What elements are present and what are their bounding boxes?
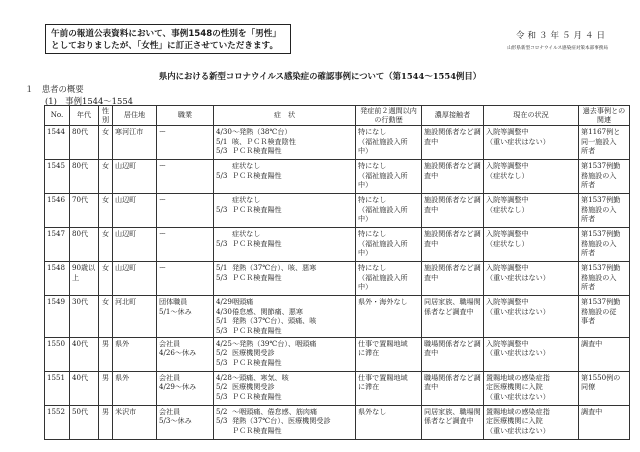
relation-line: 所者 [581, 282, 596, 292]
case-number-cell: 1552 [45, 405, 70, 439]
contacts-line: 施設関係者など調査中 [424, 229, 481, 248]
residence-cell: 米沢市 [113, 405, 157, 439]
status-line: 入院等調整中 [486, 161, 529, 171]
related-cases-cell [579, 262, 630, 296]
case-number-cell: 1544 [45, 126, 70, 160]
symptom-text: 発熱（37℃台）、咳、悪寒 [232, 263, 317, 273]
document-title: 県内における新型コロナウイルス感染症の確認事例について（第1544～1554例目） [158, 71, 482, 81]
symptom-text: 咳、ＰＣＲ検査陰性 [232, 136, 296, 146]
age-cell: 50代 [70, 405, 99, 439]
case-number-cell: 1546 [45, 194, 70, 228]
symptom-text: ＰＣＲ検査陽性 [232, 357, 282, 367]
symptom-line [216, 392, 353, 402]
symptom-line [216, 416, 353, 426]
history-line: （福祉施設入所 [358, 204, 408, 214]
occupation-line: ー [159, 161, 167, 171]
column-header-occupation: 職業 [157, 106, 214, 126]
symptom-date: 5/2 [216, 406, 228, 416]
relation-line: 調査中 [581, 406, 603, 416]
symptom-line [216, 339, 353, 349]
symptoms-cell [214, 228, 356, 262]
history-line: 中） [358, 214, 373, 224]
history-cell [356, 296, 422, 337]
symptom-line [216, 316, 353, 326]
symptom-text: 発熱（37℃台）、医療機関受診 [232, 416, 331, 426]
history-cell [356, 126, 422, 160]
column-header-no: No. [45, 106, 70, 126]
occupation-cell [157, 194, 214, 228]
column-header-symptoms: 症 状 [214, 106, 356, 126]
age-cell: 80代 [70, 160, 99, 194]
status-line: 定医療機関に入院 [486, 382, 543, 392]
table-row [45, 160, 630, 194]
history-line: （福祉施設入所 [358, 170, 408, 180]
close-contacts-cell [422, 371, 484, 405]
related-cases-cell [579, 405, 630, 439]
status-line: 置賜地域の感染症指 [486, 372, 550, 382]
history-line: 特になし [358, 195, 387, 205]
column-header-sex: 性別 [99, 106, 113, 126]
symptom-text: 医療機関受診 [232, 382, 275, 392]
occupation-line: 会社員 [159, 372, 181, 382]
issue-date: 令和３年５月４日 [515, 31, 608, 41]
symptoms-cell [214, 405, 356, 439]
symptom-line [216, 239, 353, 249]
symptom-text: ＰＣＲ検査陽性 [232, 238, 282, 248]
symptoms-cell [214, 194, 356, 228]
symptom-date: 5/3 [216, 204, 228, 214]
symptom-line [216, 205, 353, 215]
symptom-line [216, 171, 353, 181]
symptom-date: 5/3 [216, 146, 228, 156]
history-line: 特になし [358, 127, 387, 137]
symptoms-cell [214, 160, 356, 194]
contacts-line: 同居家族、職場関係者など調査中 [424, 406, 481, 426]
symptom-text: ＰＣＲ検査陽性 [232, 325, 282, 335]
related-cases-cell [579, 371, 630, 405]
symptom-text: ～発熱（38℃台） [232, 127, 292, 137]
contacts-line: 職場関係者など調査中 [424, 372, 481, 392]
current-status-cell [484, 228, 579, 262]
history-cell [356, 194, 422, 228]
residence-cell: 山辺町 [113, 160, 157, 194]
case-number-cell: 1548 [45, 262, 70, 296]
occupation-cell [157, 126, 214, 160]
status-line: （症状なし） [486, 238, 529, 248]
symptom-line [216, 373, 353, 383]
history-cell [356, 228, 422, 262]
residence-cell: 山辺町 [113, 262, 157, 296]
history-line: 特になし [358, 161, 387, 171]
column-header-current-status: 現在の状況 [484, 106, 579, 126]
relation-line: 所者 [581, 146, 596, 156]
symptom-text: ～咽頭痛、倦怠感、筋肉痛 [232, 406, 318, 416]
column-header-age: 年代 [70, 106, 99, 126]
relation-line: 第1167例と [581, 127, 621, 137]
residence-cell: 河北町 [113, 296, 157, 337]
symptom-text: 倦怠感、関節痛、悪寒 [232, 306, 303, 316]
symptom-text: 発熱（37℃台）、頭痛、咳 [232, 316, 317, 326]
occupation-line: 5/3～休み [159, 416, 192, 426]
symptom-date: 5/1 [216, 263, 228, 273]
history-line: 県外・海外なし [358, 297, 408, 307]
table-row [45, 371, 630, 405]
column-header-close-contacts: 濃厚接触者 [422, 106, 484, 126]
section-heading: １ 患者の概要 [25, 84, 84, 94]
status-line: 入院等調整中 [486, 263, 529, 273]
symptom-line [216, 358, 353, 368]
age-cell: 90歳以上 [70, 262, 99, 296]
symptom-text: ～頭痛、寒気、咳 [232, 372, 289, 382]
close-contacts-cell [422, 405, 484, 439]
status-line: （重い症状はない） [486, 306, 550, 316]
symptom-date: 4/29 [216, 297, 232, 307]
sex-cell: 男 [99, 337, 113, 371]
symptom-date: 4/28 [216, 372, 232, 382]
status-line: （重い症状はない） [486, 348, 550, 358]
relation-line: 第1537例勤 [581, 195, 621, 205]
symptom-line [216, 127, 353, 137]
current-status-cell [484, 160, 579, 194]
sex-cell: 女 [99, 194, 113, 228]
status-line: 定医療機関に入院 [486, 416, 543, 426]
age-cell: 40代 [70, 337, 99, 371]
symptom-date: 5/3 [216, 357, 228, 367]
related-cases-cell [579, 337, 630, 371]
symptom-date: 5/2 [216, 382, 228, 392]
sex-cell: 女 [99, 262, 113, 296]
contacts-line: 施設関係者など調査中 [424, 195, 481, 214]
status-line: 入院等調整中 [486, 195, 529, 205]
close-contacts-cell [422, 262, 484, 296]
occupation-line: 5/1～休み [159, 306, 192, 316]
occupation-cell [157, 160, 214, 194]
age-cell: 70代 [70, 194, 99, 228]
status-line: （症状なし） [486, 170, 529, 180]
relation-line: 第1537例勤 [581, 161, 621, 171]
sex-cell: 男 [99, 405, 113, 439]
relation-line: 所者 [581, 180, 596, 190]
issuing-organization: 山形県新型コロナウイルス感染症対策本部事務局 [507, 46, 608, 51]
history-line: 中） [358, 180, 373, 190]
symptom-date: 5/3 [216, 391, 228, 401]
symptoms-cell [214, 126, 356, 160]
history-line: 中） [358, 282, 373, 292]
residence-cell: 寒河江市 [113, 126, 157, 160]
correction-notice-line-2: としておりましたが、「女性」に訂正させていただきます。 [51, 41, 279, 51]
status-line: （重い症状はない） [486, 425, 550, 435]
occupation-cell [157, 337, 214, 371]
age-cell: 80代 [70, 228, 99, 262]
residence-cell: 県外 [113, 371, 157, 405]
history-cell [356, 405, 422, 439]
table-row [45, 194, 630, 228]
history-cell [356, 160, 422, 194]
age-cell: 80代 [70, 126, 99, 160]
case-number-cell: 1549 [45, 296, 70, 337]
status-line: 入院等調整中 [486, 338, 529, 348]
occupation-line: ー [159, 195, 167, 205]
table-row [45, 126, 630, 160]
symptom-line [216, 161, 353, 171]
relation-line: 同僚 [581, 382, 596, 392]
current-status-cell [484, 405, 579, 439]
relation-line: 第1550例の [581, 372, 621, 382]
occupation-cell [157, 296, 214, 337]
contacts-line: 同居家族、職場関係者など調査中 [424, 297, 481, 316]
history-line: （福祉施設入所 [358, 238, 408, 248]
relation-line: 所者 [581, 248, 596, 258]
history-line: 特になし [358, 263, 387, 273]
subsection-heading: (1) 事例1544～1554 [45, 96, 133, 106]
close-contacts-cell [422, 337, 484, 371]
status-line: 入院等調整中 [486, 297, 529, 307]
symptom-text: ＰＣＲ検査陽性 [232, 272, 282, 282]
symptom-text: 症状なし [232, 229, 261, 239]
symptom-line [216, 263, 353, 273]
symptom-line [216, 137, 353, 147]
case-number-cell: 1551 [45, 371, 70, 405]
history-line: 中） [358, 248, 373, 258]
table-row [45, 337, 630, 371]
relation-line: 第1537例勤 [581, 297, 621, 307]
status-line: （症状なし） [486, 204, 529, 214]
sex-cell: 女 [99, 228, 113, 262]
case-number-cell: 1550 [45, 337, 70, 371]
case-number-cell: 1547 [45, 228, 70, 262]
cases-table [44, 105, 630, 440]
related-cases-cell [579, 296, 630, 337]
symptom-text: ～発熱（39℃台）、咽頭痛 [232, 338, 317, 348]
occupation-line: 会社員 [159, 406, 181, 416]
sex-cell: 女 [99, 160, 113, 194]
symptom-line [216, 195, 353, 205]
symptom-text: 症状なし [232, 195, 261, 205]
symptom-text: 症状なし [232, 161, 261, 171]
relation-line: 務施設の入 [581, 170, 617, 180]
symptom-date: 4/25 [216, 338, 232, 348]
symptom-text: 咽頭痛 [232, 297, 254, 307]
symptom-line [216, 348, 353, 358]
close-contacts-cell [422, 228, 484, 262]
table-header-row [45, 106, 630, 126]
related-cases-cell [579, 228, 630, 262]
relation-line: 第1537例勤 [581, 229, 621, 239]
correction-notice-line-1: 午前の報道公表資料において、事例1548の性別を「男性」 [51, 29, 281, 39]
symptom-date: 5/1 [216, 136, 228, 146]
current-status-cell [484, 337, 579, 371]
contacts-line: 職場関係者など調査中 [424, 338, 481, 358]
symptom-text: ＰＣＲ検査陽性 [232, 146, 282, 156]
symptom-date: 5/3 [216, 325, 228, 335]
current-status-cell [484, 296, 579, 337]
relation-line: 務施設の従 [581, 306, 617, 316]
symptom-date: 4/30 [216, 127, 232, 137]
symptoms-cell [214, 337, 356, 371]
symptom-line [216, 307, 353, 317]
occupation-line: ー [159, 263, 167, 273]
symptom-text: ＰＣＲ検査陽性 [232, 391, 282, 401]
age-cell: 30代 [70, 296, 99, 337]
symptom-line [216, 273, 353, 283]
occupation-line: 4/29～休み [159, 382, 197, 392]
relation-line: 調査中 [581, 338, 603, 348]
contacts-line: 施設関係者など調査中 [424, 161, 481, 180]
symptom-date: 5/3 [216, 170, 228, 180]
occupation-cell [157, 371, 214, 405]
occupation-line: 会社員 [159, 338, 181, 348]
related-cases-cell [579, 160, 630, 194]
occupation-cell [157, 228, 214, 262]
symptom-line [216, 407, 353, 417]
symptoms-cell [214, 296, 356, 337]
table-row [45, 262, 630, 296]
table-row [45, 405, 630, 439]
occupation-cell [157, 405, 214, 439]
relation-line: 務施設の入 [581, 204, 617, 214]
history-line: 県外なし [358, 406, 387, 416]
symptom-line [216, 229, 353, 239]
close-contacts-cell [422, 296, 484, 337]
table-row [45, 296, 630, 337]
contacts-line: 施設関係者など調査中 [424, 263, 481, 282]
symptom-line [216, 146, 353, 156]
status-line: （重い症状はない） [486, 391, 550, 401]
status-line: （重い症状はない） [486, 136, 550, 146]
symptom-text: ＰＣＲ検査陽性 [232, 170, 282, 180]
close-contacts-cell [422, 160, 484, 194]
case-number-cell: 1545 [45, 160, 70, 194]
history-line: 仕事で置賜地域 [358, 338, 408, 348]
symptoms-cell [214, 262, 356, 296]
symptom-line [216, 326, 353, 336]
sex-cell: 男 [99, 371, 113, 405]
history-line: 特になし [358, 229, 387, 239]
relation-line: 所者 [581, 214, 596, 224]
history-line: に滞在 [358, 382, 380, 392]
symptom-text: 医療機関受診 [232, 348, 275, 358]
sex-cell: 女 [99, 296, 113, 337]
occupation-line: ー [159, 229, 167, 239]
current-status-cell [484, 194, 579, 228]
cases-table-body [45, 126, 630, 439]
relation-line: 務施設の入 [581, 272, 617, 282]
history-line: （福祉施設入所 [358, 136, 408, 146]
relation-line: 第1537例勤 [581, 263, 621, 273]
occupation-line: 4/26～休み [159, 348, 197, 358]
residence-cell: 山辺町 [113, 228, 157, 262]
column-header-related-cases: 過去事例との関連 [579, 106, 630, 126]
symptom-date: 4/30 [216, 306, 232, 316]
related-cases-cell [579, 194, 630, 228]
symptom-text: ＰＣＲ検査陽性 [232, 425, 282, 435]
current-status-cell [484, 126, 579, 160]
close-contacts-cell [422, 126, 484, 160]
status-line: 入院等調整中 [486, 229, 529, 239]
relation-line: 同一施設入 [581, 136, 617, 146]
status-line: 置賜地域の感染症指 [486, 406, 550, 416]
occupation-line: ー [159, 127, 167, 137]
correction-notice-box [45, 24, 291, 54]
current-status-cell [484, 371, 579, 405]
relation-line: 事者 [581, 316, 596, 326]
occupation-line: 団体職員 [159, 297, 188, 307]
close-contacts-cell [422, 194, 484, 228]
status-line: （重い症状はない） [486, 272, 550, 282]
symptom-text: ＰＣＲ検査陽性 [232, 204, 282, 214]
history-cell [356, 337, 422, 371]
history-line: に滞在 [358, 348, 380, 358]
symptom-date: 5/3 [216, 238, 228, 248]
symptom-line [216, 382, 353, 392]
occupation-cell [157, 262, 214, 296]
age-cell: 40代 [70, 371, 99, 405]
symptoms-cell [214, 371, 356, 405]
history-line: 中） [358, 146, 373, 156]
history-line: 仕事で置賜地域 [358, 372, 408, 382]
symptom-line [216, 426, 353, 436]
symptom-date: 5/1 [216, 316, 228, 326]
history-cell [356, 262, 422, 296]
sex-cell: 女 [99, 126, 113, 160]
symptom-date: 5/3 [216, 416, 228, 426]
table-row [45, 228, 630, 262]
related-cases-cell [579, 126, 630, 160]
symptom-line [216, 297, 353, 307]
history-line: （福祉施設入所 [358, 272, 408, 282]
residence-cell: 県外 [113, 337, 157, 371]
current-status-cell [484, 262, 579, 296]
contacts-line: 施設関係者など調査中 [424, 127, 481, 146]
column-header-history: 発症前２週間以内の行動歴 [356, 106, 422, 126]
residence-cell: 山辺町 [113, 194, 157, 228]
status-line: 入院等調整中 [486, 127, 529, 137]
symptom-date: 5/3 [216, 272, 228, 282]
relation-line: 務施設の入 [581, 238, 617, 248]
column-header-residence: 居住地 [113, 106, 157, 126]
history-cell [356, 371, 422, 405]
symptom-date: 5/2 [216, 348, 228, 358]
